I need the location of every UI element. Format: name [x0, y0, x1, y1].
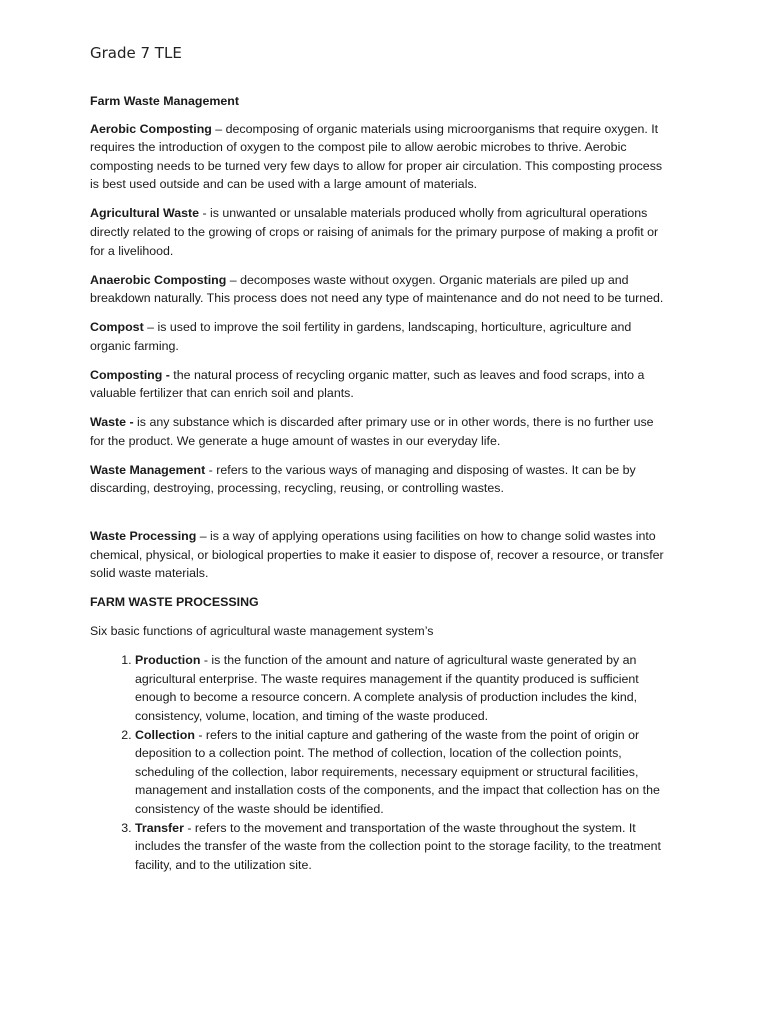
definition-term: Anaerobic Composting [90, 272, 227, 287]
document-title-text: Farm Waste Management [90, 94, 239, 108]
definition-paragraph [90, 271, 670, 308]
definition-paragraph [90, 318, 670, 355]
definition-term: Waste Management [90, 462, 206, 477]
definition-text: – decomposes waste without oxygen. Organic materials are piled up and breakdown naturally. This process does not need any type of maintenance and do not need to be turned. [90, 272, 664, 306]
definition-paragraph [90, 366, 670, 403]
definition-term: Composting - [90, 367, 170, 382]
definition-text: – is used to improve the soil fertility in gardens, landscaping, horticulture, agriculture and organic farming. [90, 320, 632, 353]
function-text: - refers to the movement and transportation of the waste throughout the system. It includes the transfer of the waste from the collection point to the storage facility, to the treatment facility, and to the utilization site. [135, 820, 661, 872]
definition-text: – decomposing of organic materials using microorganisms that require oxygen. It requires the introduction of oxygen to the compost pile to allow aerobic microbes to thrive. Aerobic composting needs to be turned very few days to allow for proper air circulation. This composting process is best used outside and can be used with a large amount of materials. [90, 121, 663, 192]
definition-term: Compost [90, 320, 144, 335]
definition-paragraph [90, 461, 670, 498]
function-term: Transfer [135, 820, 184, 835]
definition-term: Waste Processing [90, 529, 197, 544]
section-heading-text: FARM WASTE PROCESSING [90, 595, 259, 610]
function-text: - refers to the initial capture and gathering of the waste from the point of origin or deposition to a collection point. The method of collection, location of the collection points, scheduling of the collection, labor requirements, necessary equipment or structural facilities, management and installation costs of the components, and the impact that collection has on the consistency of the waste should be identified. [135, 727, 660, 816]
section-heading [90, 593, 670, 612]
document-title [90, 92, 670, 111]
definition-term: Agricultural Waste [90, 206, 200, 221]
definition-paragraph [90, 413, 670, 450]
definition-text: is any substance which is discarded after primary use or in other words, there is no further use for the product. We generate a huge amount of wastes in our everyday life. [90, 415, 654, 448]
definition-term: Aerobic Composting [90, 121, 212, 136]
function-term: Collection [135, 727, 195, 742]
function-text: - is the function of the amount and nature of agricultural waste generated by an agricultural enterprise. The waste requires management if the quantity produced is sufficient enough to become a resource concern. A complete analysis of production includes the kind, consistency, volume, location, and timing of the waste produced. [135, 653, 639, 723]
list-item [135, 651, 670, 725]
definition-text: the natural process of recycling organic matter, such as leaves and food scraps, into a valuable fertilizer that can enrich soil and plants. [90, 367, 645, 401]
definition-term: Waste - [90, 415, 134, 430]
definition-paragraph [90, 204, 670, 260]
document-body [90, 92, 670, 874]
list-item [135, 726, 670, 819]
list-item [135, 819, 670, 875]
definition-paragraph [90, 120, 670, 194]
function-term: Production [135, 653, 201, 668]
definition-paragraph [90, 527, 670, 583]
definition-text: – is a way of applying operations using facilities on how to change solid wastes into chemical, physical, or biological properties to make it easier to dispose of, recover a resource, or transfer solid waste materials. [90, 529, 664, 581]
definition-text: - is unwanted or unsalable materials produced wholly from agricultural operations directly related to the growing of crops or raising of animals for the primary purpose of making a profit or for a livelihood. [90, 206, 659, 258]
section-intro: Six basic functions of agricultural waste management system’s [90, 624, 434, 639]
definition-text: - refers to the various ways of managing and disposing of wastes. It can be by discarding, destroying, processing, recycling, reusing, or controlling wastes. [90, 462, 636, 496]
functions-list [90, 651, 670, 874]
page-header: Grade 7 TLE [90, 44, 182, 62]
